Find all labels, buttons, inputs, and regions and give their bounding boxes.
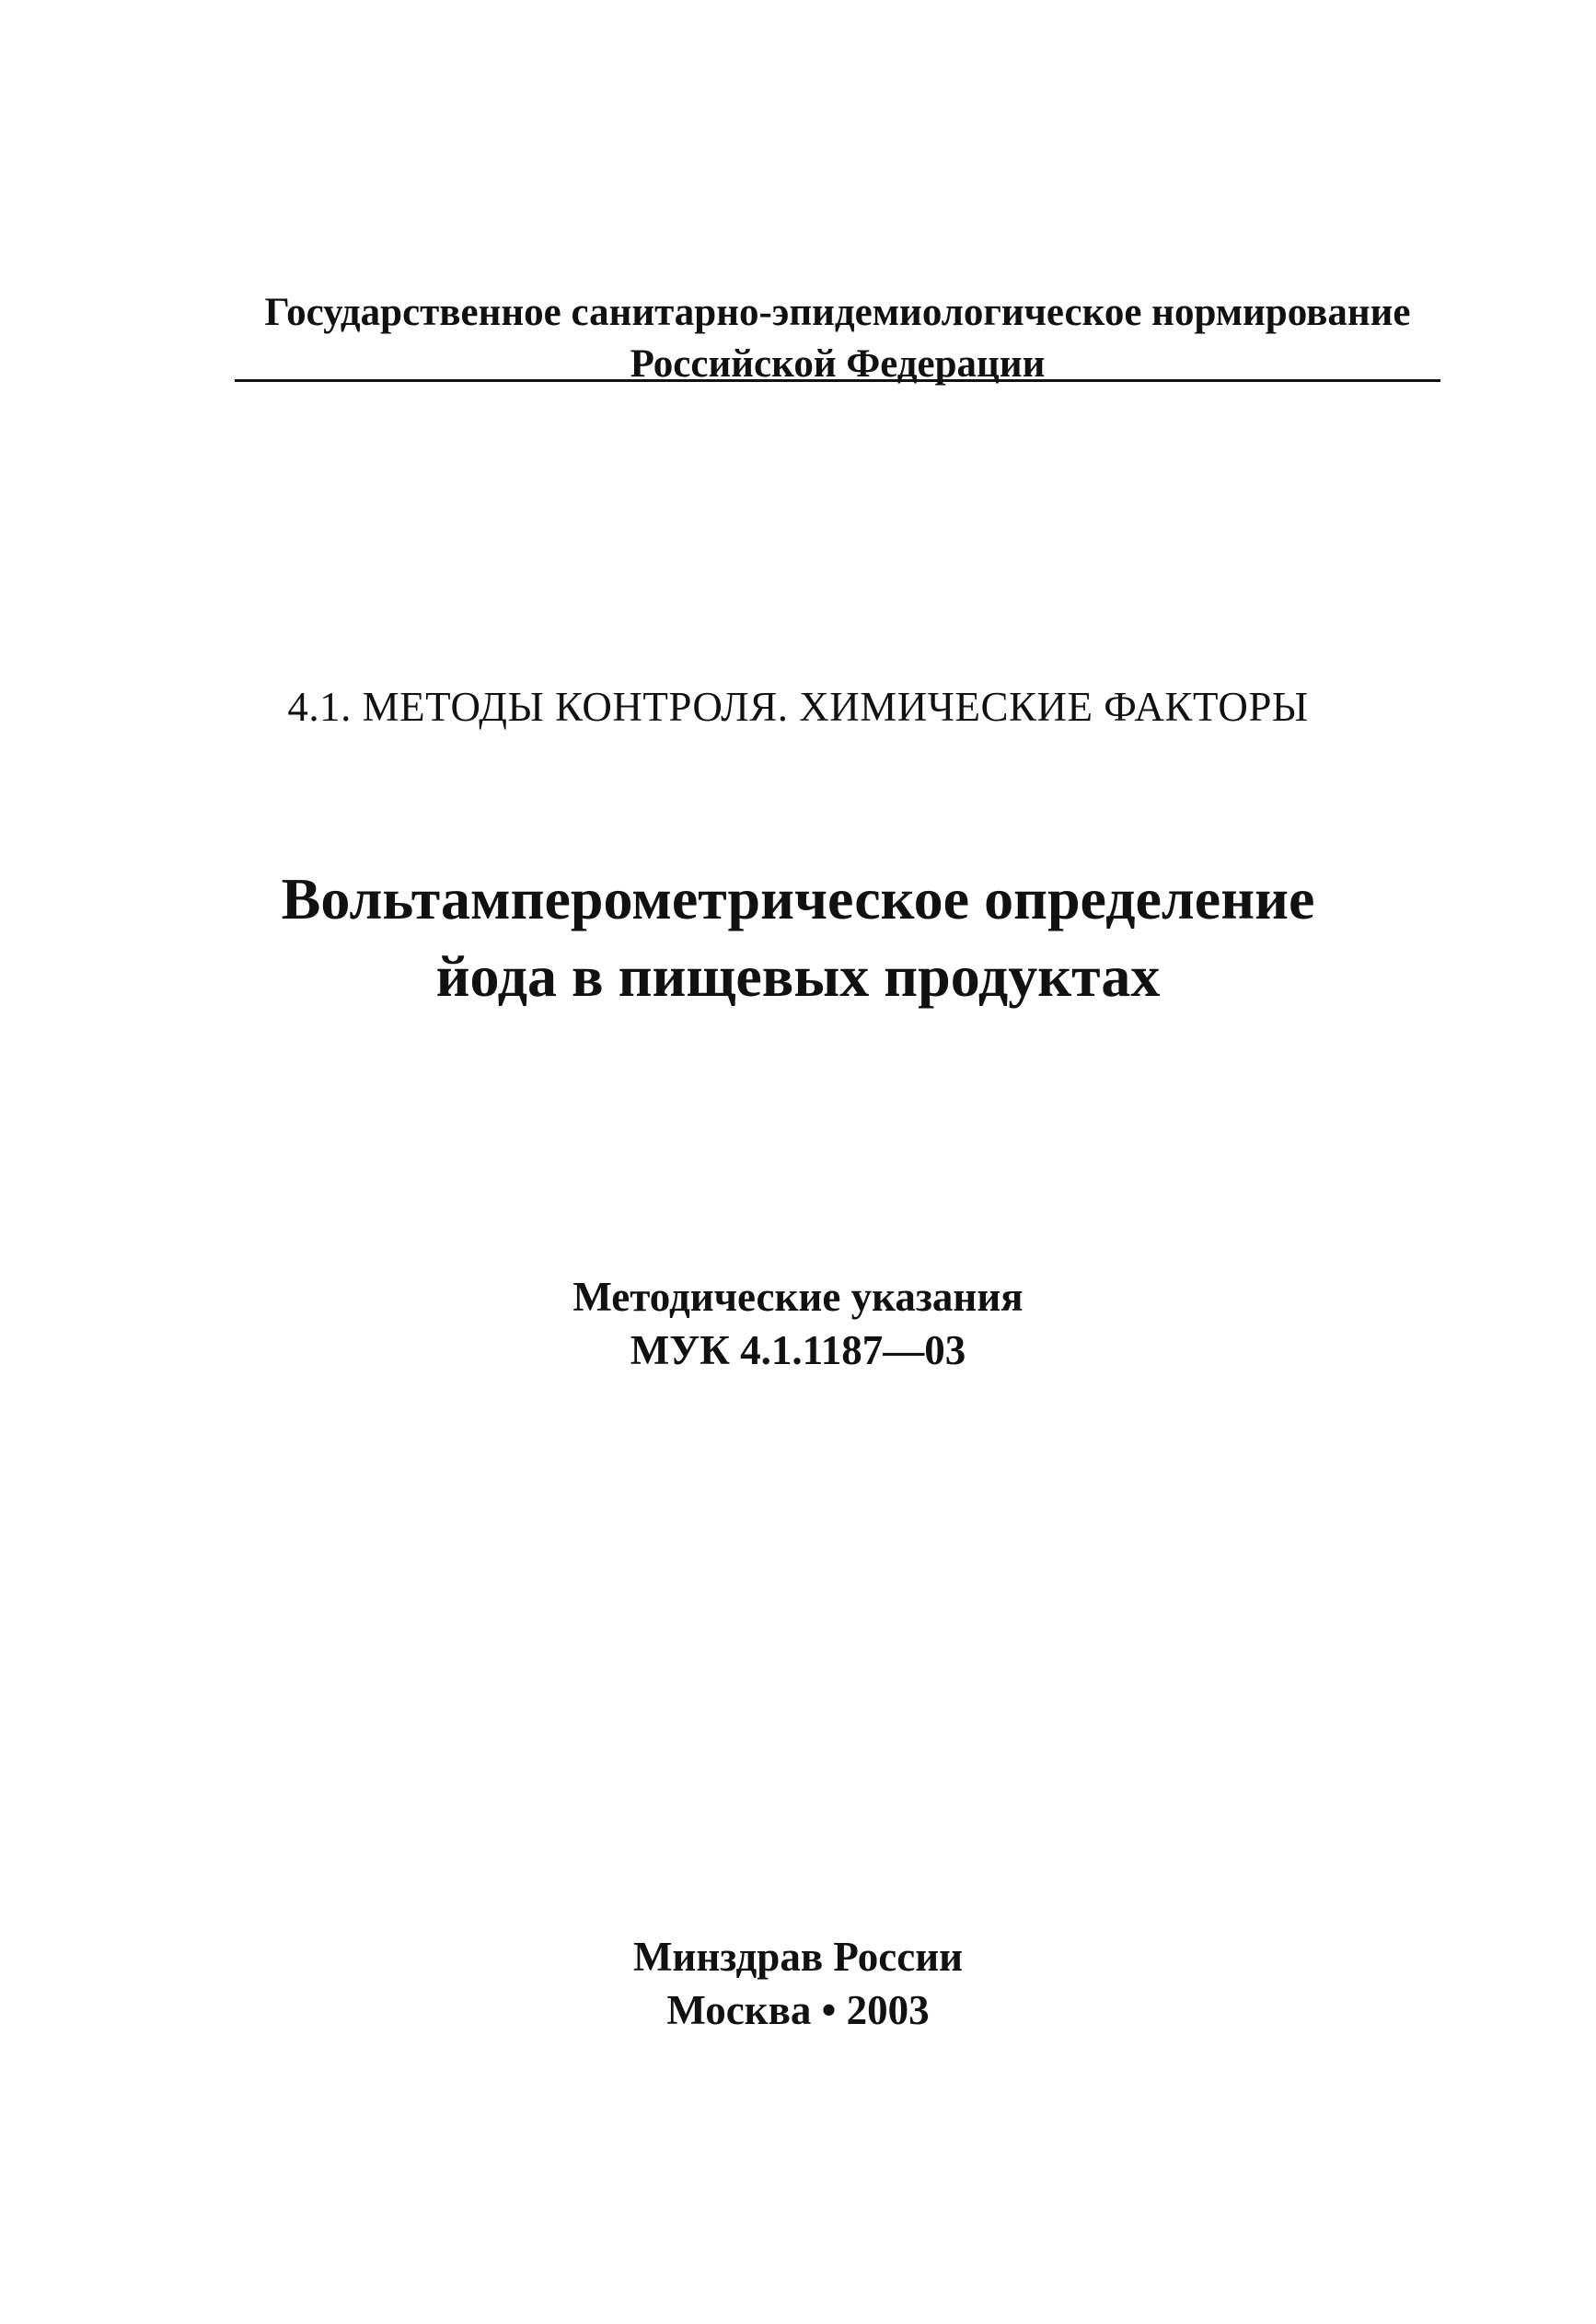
document-designation (0, 1270, 1596, 1377)
document-code: МУК 4.1.1187—03 (630, 1327, 966, 1373)
issuer-line-1: Государственное санитарно-эпидемиологическое нормирование (264, 291, 1411, 334)
publisher-name: Минздрав России (632, 1934, 964, 1980)
title-line-1: Вольтамперометрическое определение (281, 866, 1315, 931)
issuer-line-2: Российской Федерации (630, 342, 1046, 386)
series-text: 4.1. МЕТОДЫ КОНТРОЛЯ. ХИМИЧЕСКИЕ ФАКТОРЫ (287, 684, 1309, 730)
issuer-header (235, 287, 1440, 390)
publisher-city-year: Москва • 2003 (666, 1987, 930, 2033)
publisher-imprint (0, 1930, 1596, 2037)
document-type: Методические указания (572, 1274, 1024, 1320)
document-title (0, 861, 1596, 1015)
title-line-2: йода в пищевых продуктах (435, 943, 1161, 1009)
series-heading (0, 681, 1596, 733)
header-divider (235, 379, 1440, 382)
